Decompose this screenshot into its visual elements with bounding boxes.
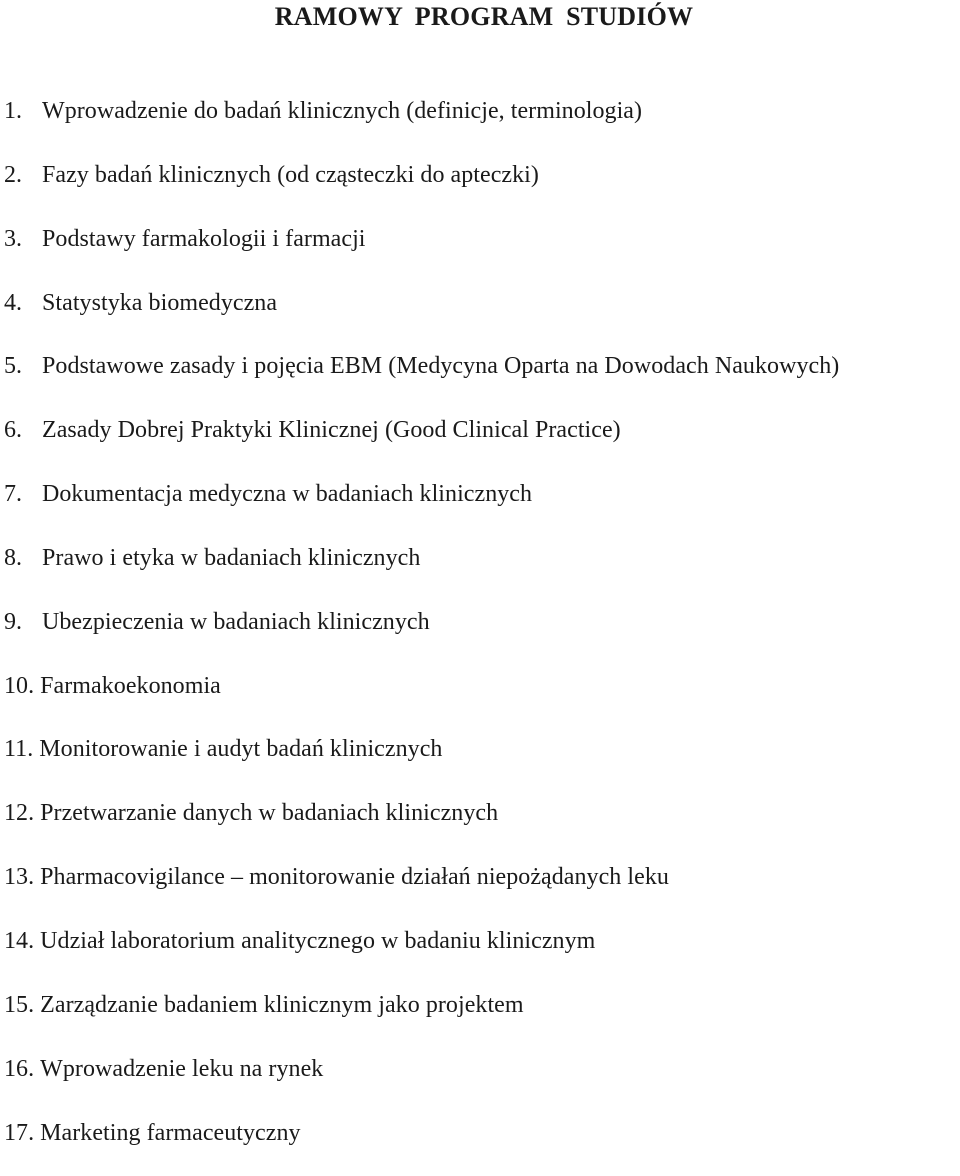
item-number: 9. <box>4 602 42 642</box>
item-number: 15. <box>4 985 34 1025</box>
list-item <box>4 219 839 283</box>
item-number: 17. <box>4 1113 34 1153</box>
item-number: 2. <box>4 155 42 195</box>
item-text: Podstawowe zasady i pojęcia EBM (Medycyna Oparta na Dowodach Naukowych) <box>42 353 839 379</box>
item-number: 13. <box>4 857 34 897</box>
item-text: Pharmacovigilance – monitorowanie działań niepożądanych leku <box>40 864 669 890</box>
item-number: 12. <box>4 793 34 833</box>
list-item <box>4 921 839 985</box>
page-title: RAMOWY PROGRAM STUDIÓW <box>0 0 960 33</box>
item-number: 10. <box>4 666 34 706</box>
program-list <box>4 91 839 1176</box>
item-number: 4. <box>4 283 42 323</box>
list-item <box>4 91 839 155</box>
list-item <box>4 410 839 474</box>
item-number: 16. <box>4 1049 34 1089</box>
item-text: Wprowadzenie leku na rynek <box>40 1056 323 1082</box>
list-item <box>4 474 839 538</box>
item-number: 8. <box>4 538 42 578</box>
item-number: 11. <box>4 729 33 769</box>
item-number: 6. <box>4 410 42 450</box>
list-item <box>4 1113 839 1176</box>
list-item <box>4 985 839 1049</box>
item-text: Wprowadzenie do badań klinicznych (definicje, terminologia) <box>42 98 642 124</box>
item-number: 5. <box>4 346 42 386</box>
item-number: 14. <box>4 921 34 961</box>
item-text: Zarządzanie badaniem klinicznym jako projektem <box>40 992 523 1018</box>
item-text: Prawo i etyka w badaniach klinicznych <box>42 545 420 571</box>
item-text: Dokumentacja medyczna w badaniach klinicznych <box>42 481 532 507</box>
item-text: Marketing farmaceutyczny <box>40 1120 300 1146</box>
item-text: Udział laboratorium analitycznego w badaniu klinicznym <box>40 928 595 954</box>
list-item <box>4 346 839 410</box>
item-text: Statystyka biomedyczna <box>42 290 277 316</box>
item-text: Ubezpieczenia w badaniach klinicznych <box>42 609 430 635</box>
list-item <box>4 155 839 219</box>
item-text: Podstawy farmakologii i farmacji <box>42 226 366 252</box>
item-text: Farmakoekonomia <box>40 673 221 699</box>
list-item <box>4 729 839 793</box>
list-item <box>4 602 839 666</box>
list-item <box>4 538 839 602</box>
list-item <box>4 793 839 857</box>
item-number: 1. <box>4 91 42 131</box>
list-item <box>4 1049 839 1113</box>
list-item <box>4 857 839 921</box>
list-item <box>4 666 839 730</box>
item-text: Monitorowanie i audyt badań klinicznych <box>39 736 442 762</box>
item-text: Zasady Dobrej Praktyki Klinicznej (Good Clinical Practice) <box>42 417 621 443</box>
item-number: 7. <box>4 474 42 514</box>
item-number: 3. <box>4 219 42 259</box>
item-text: Przetwarzanie danych w badaniach klinicznych <box>40 800 498 826</box>
list-item <box>4 283 839 347</box>
item-text: Fazy badań klinicznych (od cząsteczki do apteczki) <box>42 162 539 188</box>
